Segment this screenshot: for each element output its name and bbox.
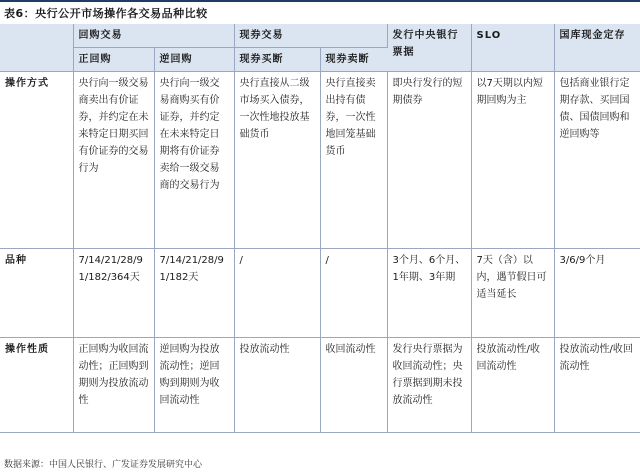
table-row: [0, 338, 640, 433]
table-title: 表6：央行公开市场操作各交易品种比较: [4, 7, 208, 20]
header-repo: 正回购: [73, 48, 154, 72]
row-label: 品种: [0, 249, 73, 338]
table-cell: 投放流动性/收回流动性: [554, 338, 640, 433]
table-row: [0, 72, 640, 249]
header-spot-buy: 现券买断: [234, 48, 320, 72]
header-treasury-deposit: 国库现金定存: [554, 24, 640, 72]
table-cell: 央行直接从二级市场买入债券，一次性地投放基础货币: [234, 72, 320, 249]
header-spot-sell: 现券卖断: [320, 48, 387, 72]
header-slo: SLO: [471, 24, 554, 72]
table-cell: 发行央行票据为收回流动性；央行票据到期未投放流动性: [387, 338, 471, 433]
table-cell: 投放流动性/收回流动性: [471, 338, 554, 433]
table-cell: 央行直接卖出持有债券，一次性地回笼基础货币: [320, 72, 387, 249]
title-bar: [0, 0, 640, 24]
comparison-table: [0, 24, 640, 433]
header-reverse-repo: 逆回购: [154, 48, 234, 72]
table-cell: 7/14/21/28/91/182/364天: [73, 249, 154, 338]
table-cell: /: [320, 249, 387, 338]
header-repo-group: 回购交易: [73, 24, 234, 48]
table-row: [0, 249, 640, 338]
header-spot-group: 现券交易: [234, 24, 387, 48]
table-cell: 3个月、6个月、1年期、3年期: [387, 249, 471, 338]
header-central-bank-bill: 发行中央银行票据: [387, 24, 471, 72]
row-label: 操作性质: [0, 338, 73, 433]
table-cell: 投放流动性: [234, 338, 320, 433]
table-cell: 7天（含）以内，遇节假日可适当延长: [471, 249, 554, 338]
table-cell: 正回购为收回流动性；正回购到期则为投放流动性: [73, 338, 154, 433]
table-cell: 收回流动性: [320, 338, 387, 433]
table-cell: 3/6/9个月: [554, 249, 640, 338]
header-corner: [0, 24, 73, 72]
table-cell: 包括商业银行定期存款、买回国债、国债回购和逆回购等: [554, 72, 640, 249]
table-cell: /: [234, 249, 320, 338]
source-note: 数据来源：中国人民银行、广发证券发展研究中心: [4, 460, 203, 470]
table-cell: 7/14/21/28/91/182天: [154, 249, 234, 338]
table-cell: 以7天期以内短期回购为主: [471, 72, 554, 249]
table-cell: 逆回购为投放流动性；逆回购到期则为收回流动性: [154, 338, 234, 433]
row-label: 操作方式: [0, 72, 73, 249]
table-cell: 央行向一级交易商购买有价证券，并约定在未来特定日期将有价证券卖给一级交易商的交易行为: [154, 72, 234, 249]
table-cell: 即央行发行的短期债券: [387, 72, 471, 249]
table-cell: 央行向一级交易商卖出有价证券，并约定在未来特定日期买回有价证券的交易行为: [73, 72, 154, 249]
header-row: [0, 24, 640, 48]
